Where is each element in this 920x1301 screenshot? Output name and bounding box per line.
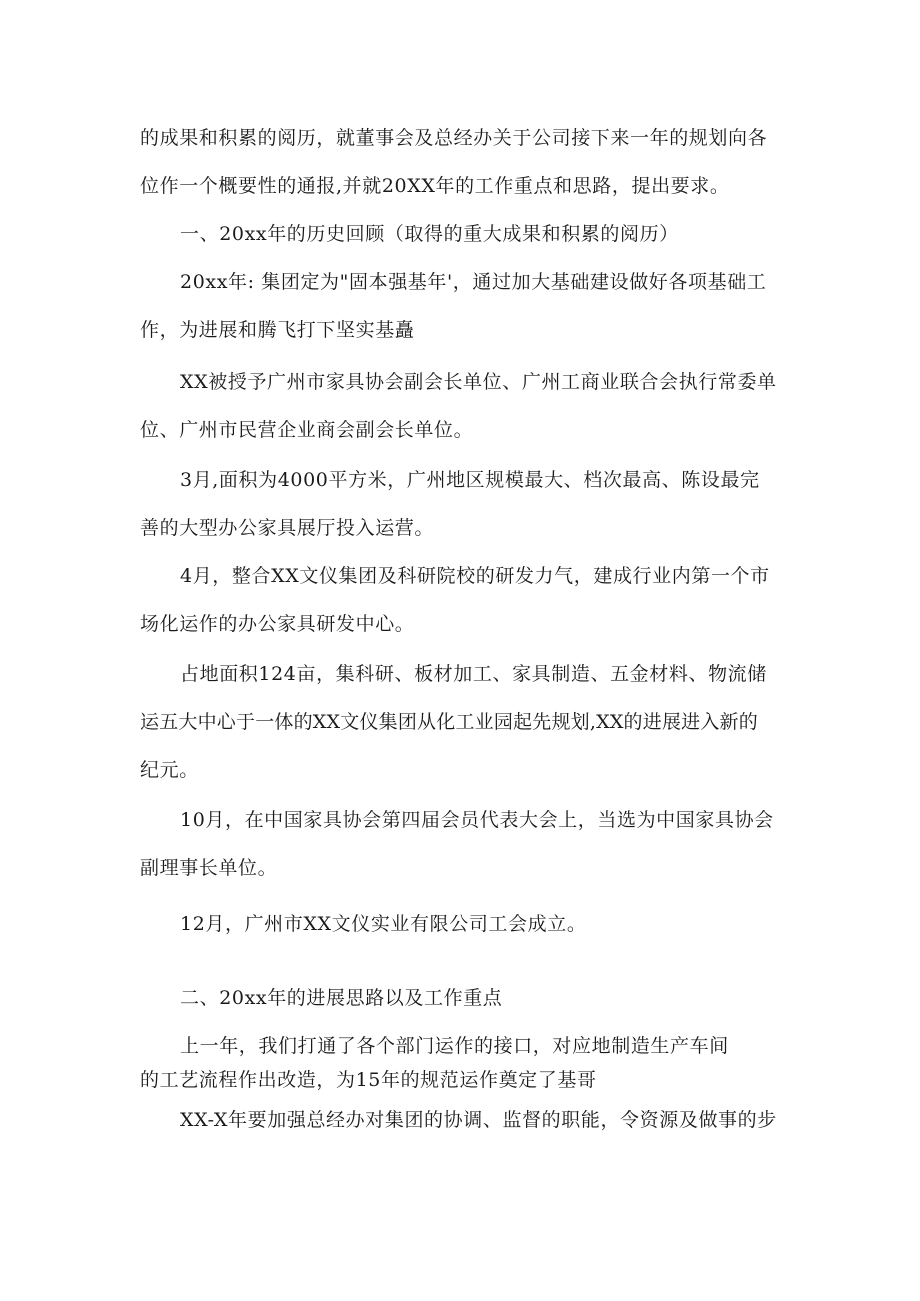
text-line: 作，为进展和腾飞打下坚实基矗 — [140, 319, 415, 341]
text-line: 10月，在中国家具协会第四届会员代表大会上，当选为中国家具协会 — [180, 809, 774, 831]
text-line: 占地面积124亩，集科研、板材加工、家具制造、五金材料、物流储 — [180, 663, 767, 685]
text-line: 场化运作的办公家具研发中心。 — [140, 613, 415, 635]
text-line: 3月,面积为4000平方米，广州地区规模最大、档次最高、陈设最完 — [180, 469, 760, 491]
text-line: 位作一个概要性的通报,并就20XX年的工作重点和思路，提出要求。 — [140, 175, 730, 197]
text-line: 纪元。 — [140, 759, 199, 781]
section-heading: 二、20xx年的进展思路以及工作重点 — [180, 987, 503, 1009]
text-line: 12月，广州市XX文仪实业有限公司工会成立。 — [180, 913, 587, 935]
text-line: 的工艺流程作出改造，为15年的规范运作奠定了基哥 — [140, 1069, 597, 1091]
text-line: 副理事长单位。 — [140, 857, 278, 879]
text-line: 运五大中心于一体的XX文仪集团从化工业园起先规划,XX的进展进入新的 — [140, 711, 758, 733]
section-heading: 一、20xx年的历史回顾（取得的重大成果和积累的阅历） — [180, 223, 679, 245]
text-line: 的成果和积累的阅历，就董事会及总经办关于公司接下来一年的规划向各 — [140, 127, 768, 149]
text-line: 20xx年: 集团定为"固本强基年'，通过加大基础建设做好各项基础工 — [180, 271, 767, 293]
text-line: 位、广州市民营企业商会副会长单位。 — [140, 419, 474, 441]
text-line: XX被授予广州市家具协会副会长单位、广州工商业联合会执行常委单 — [180, 371, 777, 393]
text-line: 4月，整合XX文仪集团及科研院校的研发力气，建成行业内第一个市 — [180, 565, 770, 587]
text-line: 善的大型办公家具展厅投入运营。 — [140, 517, 435, 539]
text-line: XX-X年要加强总经办对集团的协调、监督的职能，令资源及做事的步 — [180, 1109, 777, 1131]
text-line: 上一年，我们打通了各个部门运作的接口，对应地制造生产车间 — [180, 1035, 729, 1057]
